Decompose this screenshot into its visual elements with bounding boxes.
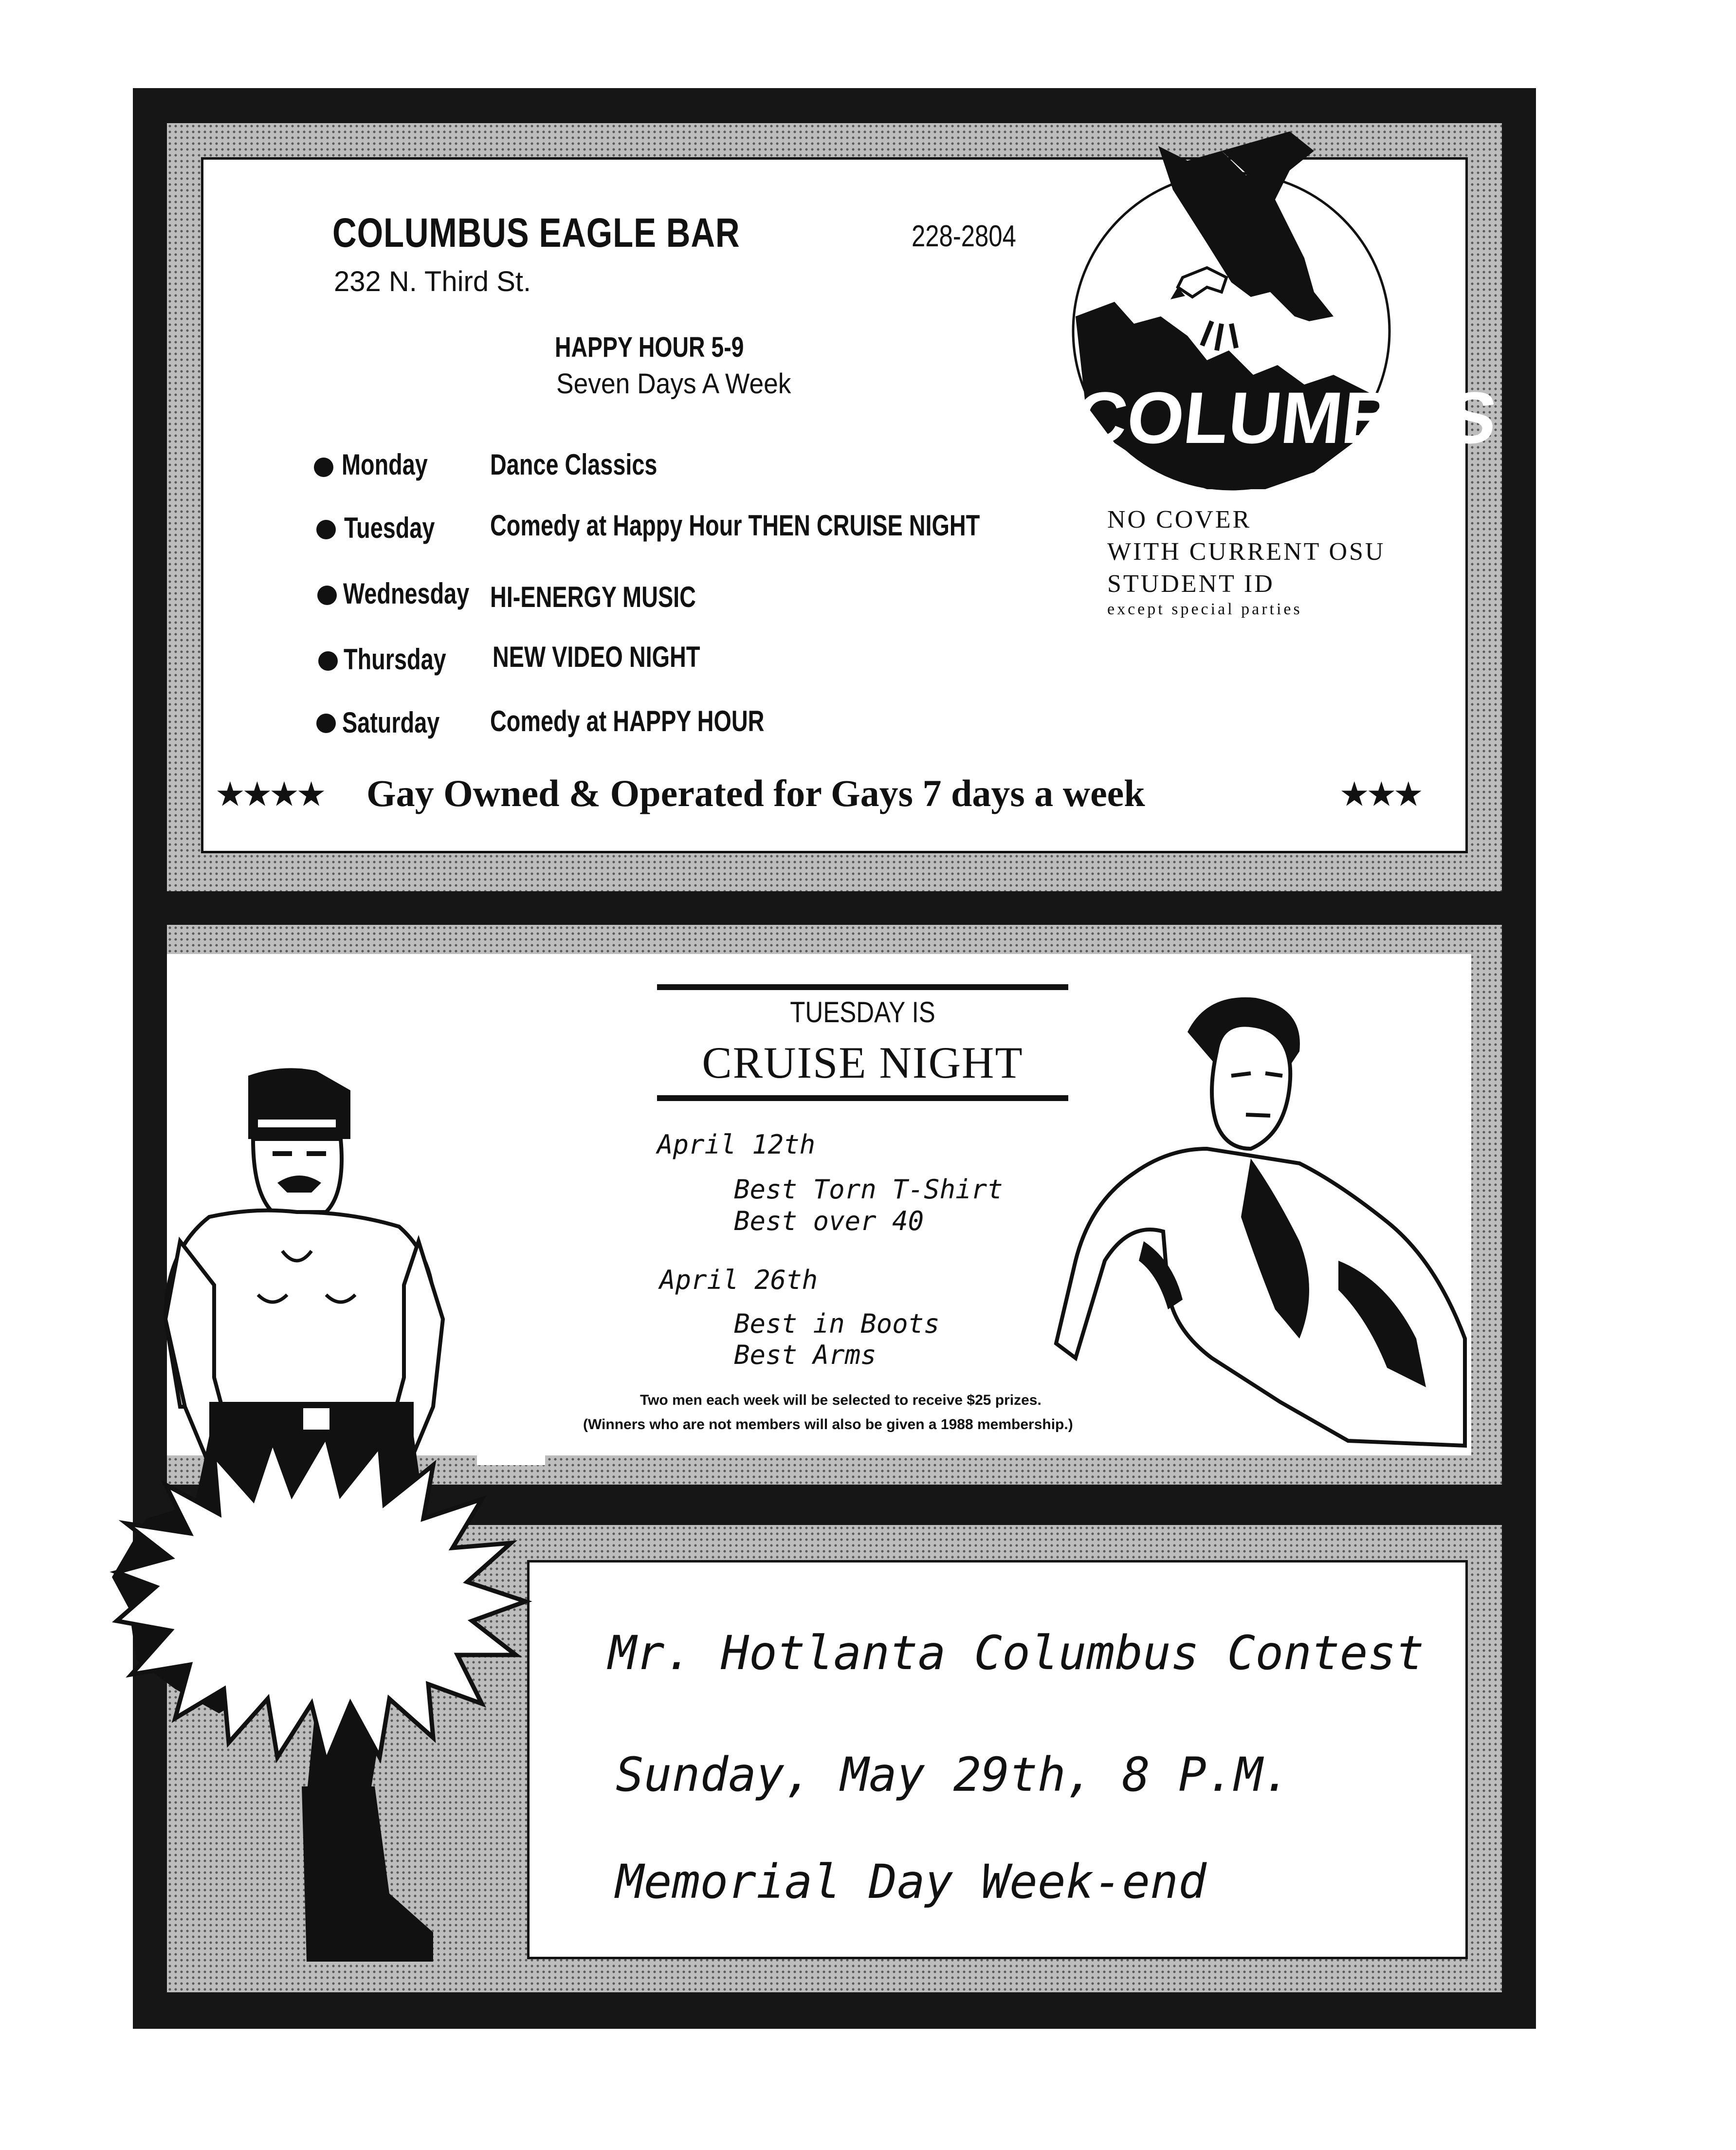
schedule-event: Comedy at Happy Hour THEN CRUISE NIGHT bbox=[490, 509, 980, 542]
eagle-logo-icon bbox=[1061, 131, 1501, 511]
contest-occasion: Memorial Day Week-end bbox=[616, 1855, 1206, 1909]
fine-print-2: (Winners who are not members will also be given a 1988 membership.) bbox=[583, 1416, 1073, 1433]
no-cover-line: NO COVER bbox=[1107, 506, 1252, 533]
cruise-item: Best in Boots bbox=[734, 1308, 940, 1339]
happy-hour: HAPPY HOUR 5-9 bbox=[555, 331, 744, 363]
no-cover-note: except special parties bbox=[1107, 600, 1302, 618]
cruise-item: Best Arms bbox=[734, 1340, 877, 1370]
stars-left: ★★★★ bbox=[217, 778, 325, 811]
bullet-icon bbox=[316, 520, 336, 539]
logo-text: COLUMBUS bbox=[1070, 377, 1501, 459]
tuesday-is: TUESDAY IS bbox=[790, 996, 935, 1029]
header-rule-top bbox=[657, 984, 1068, 990]
happy-hour-days: Seven Days A Week bbox=[556, 368, 791, 400]
contest-title: Mr. Hotlanta Columbus Contest bbox=[608, 1626, 1425, 1680]
bullet-icon bbox=[317, 586, 337, 605]
cruise-date: April 12th bbox=[657, 1129, 816, 1160]
contest-date: Sunday, May 29th, 8 P.M. bbox=[616, 1747, 1291, 1802]
schedule-event: HI-ENERGY MUSIC bbox=[490, 581, 696, 613]
schedule-list bbox=[311, 448, 1090, 750]
footer-text: Gay Owned & Operated for Gays 7 days a week bbox=[366, 772, 1145, 814]
stars-right: ★★★ bbox=[1341, 778, 1422, 811]
bullet-icon bbox=[314, 458, 333, 477]
bar-address: 232 N. Third St. bbox=[334, 266, 531, 297]
bullet-icon bbox=[316, 714, 336, 733]
shirtless-man-illustration bbox=[1046, 988, 1470, 1455]
schedule-event: NEW VIDEO NIGHT bbox=[493, 641, 700, 673]
bullet-icon bbox=[318, 651, 338, 671]
header-rule-bottom bbox=[657, 1095, 1068, 1101]
schedule-event: Dance Classics bbox=[490, 448, 658, 481]
no-cover-line: WITH CURRENT OSU bbox=[1107, 538, 1386, 566]
cruise-night-title: CRUISE NIGHT bbox=[702, 1038, 1023, 1087]
no-cover-line: STUDENT ID bbox=[1107, 570, 1275, 598]
schedule-day: Thursday bbox=[344, 643, 446, 676]
fine-print-1: Two men each week will be selected to receive $25 prizes. bbox=[640, 1392, 1042, 1408]
schedule-day: Saturday bbox=[342, 706, 440, 739]
cruise-date: April 26th bbox=[659, 1265, 818, 1295]
schedule-day: Tuesday bbox=[344, 512, 435, 544]
bar-name: COLUMBUS EAGLE BAR bbox=[332, 210, 740, 256]
cruise-item: Best Torn T-Shirt bbox=[734, 1174, 1003, 1205]
cruise-item: Best over 40 bbox=[734, 1206, 924, 1236]
no-cover-block bbox=[1107, 504, 1385, 619]
bar-phone: 228-2804 bbox=[912, 220, 1016, 253]
top-ad-footer bbox=[217, 772, 1462, 825]
schedule-event: Comedy at HAPPY HOUR bbox=[490, 705, 765, 737]
schedule-day: Monday bbox=[342, 448, 428, 481]
starburst-icon bbox=[97, 1426, 565, 1767]
schedule-day: Wednesday bbox=[343, 577, 470, 610]
